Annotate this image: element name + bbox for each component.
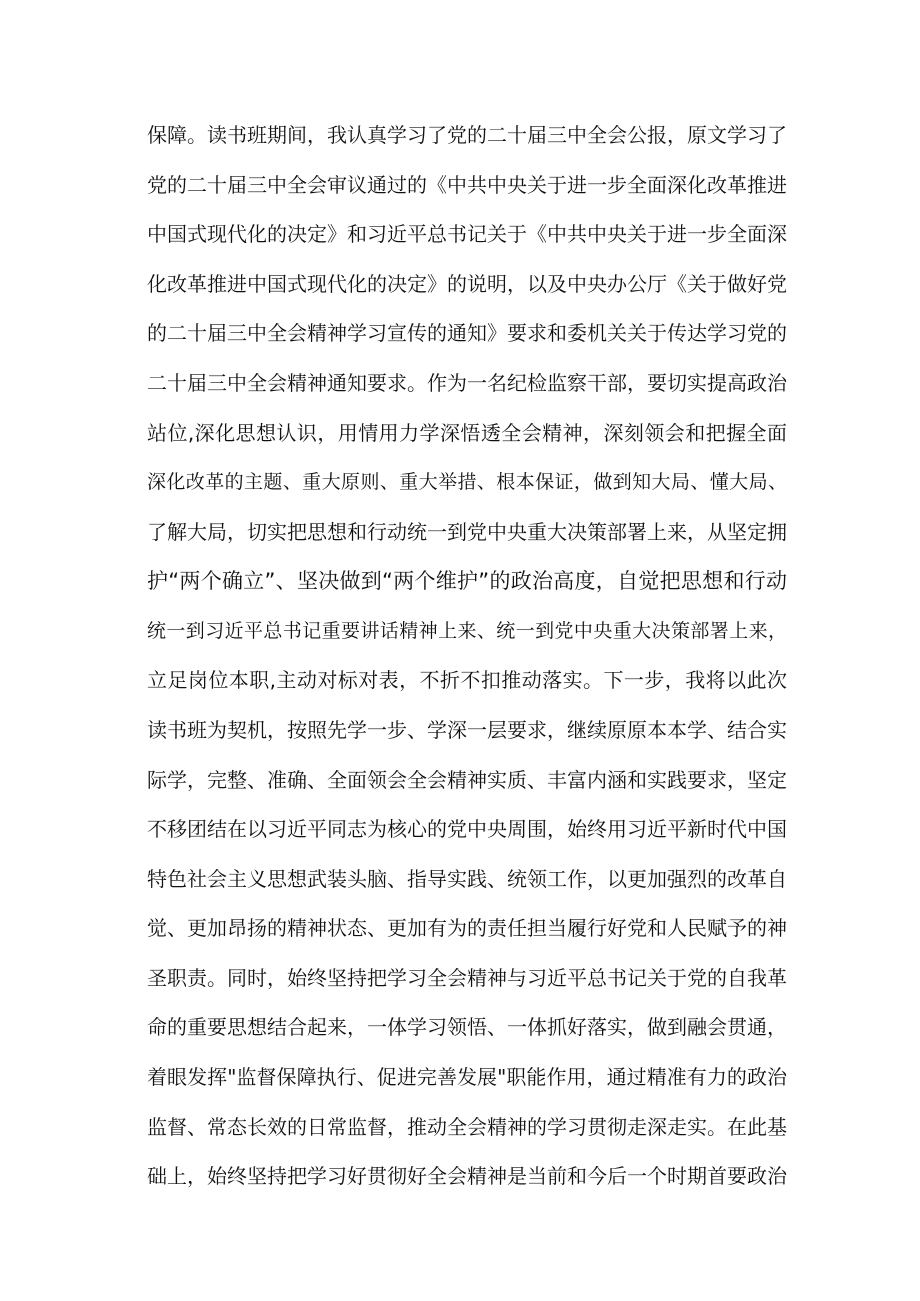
text-line: 中国式现代化的决定》和习近平总书记关于《中共中央关于进一步全面深: [147, 222, 787, 246]
text-line: 着眼发挥"监督保障执行、促进完善发展"职能作用，通过精准有力的政治: [147, 1065, 787, 1089]
text-line: 际学，完整、准确、全面领会全会精神实质、丰富内涵和实践要求，坚定: [147, 768, 787, 792]
text-line: 站位,深化思想认识，用情用力学深悟透全会精神，深刻领会和把握全面: [147, 421, 787, 445]
text-line: 立足岗位本职,主动对标对表，不折不扣推动落实。下一步，我将以此次: [147, 668, 787, 692]
text-line: 化改革推进中国式现代化的决定》的说明，以及中央办公厅《关于做好党: [147, 272, 787, 296]
text-line: 护“两个确立”、坚决做到“两个维护”的政治高度，自觉把思想和行动: [147, 569, 787, 593]
text-line: 命的重要思想结合起来，一体学习领悟、一体抓好落实，做到融会贯通，: [147, 1015, 787, 1039]
text-line: 的二十届三中全会精神学习宣传的通知》要求和委机关关于传达学习党的: [147, 321, 787, 345]
text-line: 监督、常态长效的日常监督，推动全会精神的学习贯彻走深走实。在此基: [147, 1115, 787, 1139]
text-line: 党的二十届三中全会审议通过的《中共中央关于进一步全面深化改革推进: [147, 173, 787, 197]
text-line: 读书班为契机，按照先学一步、学深一层要求，继续原原本本学、结合实: [147, 718, 787, 742]
text-line: 不移团结在以习近平同志为核心的党中央周围，始终用习近平新时代中国: [147, 817, 787, 841]
text-line: 二十届三中全会精神通知要求。作为一名纪检监察干部，要切实提高政治: [147, 371, 787, 395]
text-line: 深化改革的主题、重大原则、重大举措、根本保证，做到知大局、懂大局、: [147, 471, 787, 493]
text-line: 统一到习近平总书记重要讲话精神上来、统一到党中央重大决策部署上来，: [147, 620, 787, 642]
text-line: 保障。读书班期间，我认真学习了党的二十届三中全会公报，原文学习了: [147, 123, 787, 147]
text-line: 圣职责。同时，始终坚持把学习全会精神与习近平总书记关于党的自我革: [147, 966, 787, 990]
text-line: 了解大局，切实把思想和行动统一到党中央重大决策部署上来，从坚定拥: [147, 520, 787, 544]
text-line: 特色社会主义思想武装头脑、指导实践、统领工作，以更加强烈的改革自: [147, 867, 787, 891]
text-line: 觉、更加昂扬的精神状态、更加有为的责任担当履行好党和人民赋予的神: [147, 916, 787, 940]
text-line: 础上，始终坚持把学习好贯彻好全会精神是当前和今后一个时期首要政治: [147, 1164, 787, 1188]
